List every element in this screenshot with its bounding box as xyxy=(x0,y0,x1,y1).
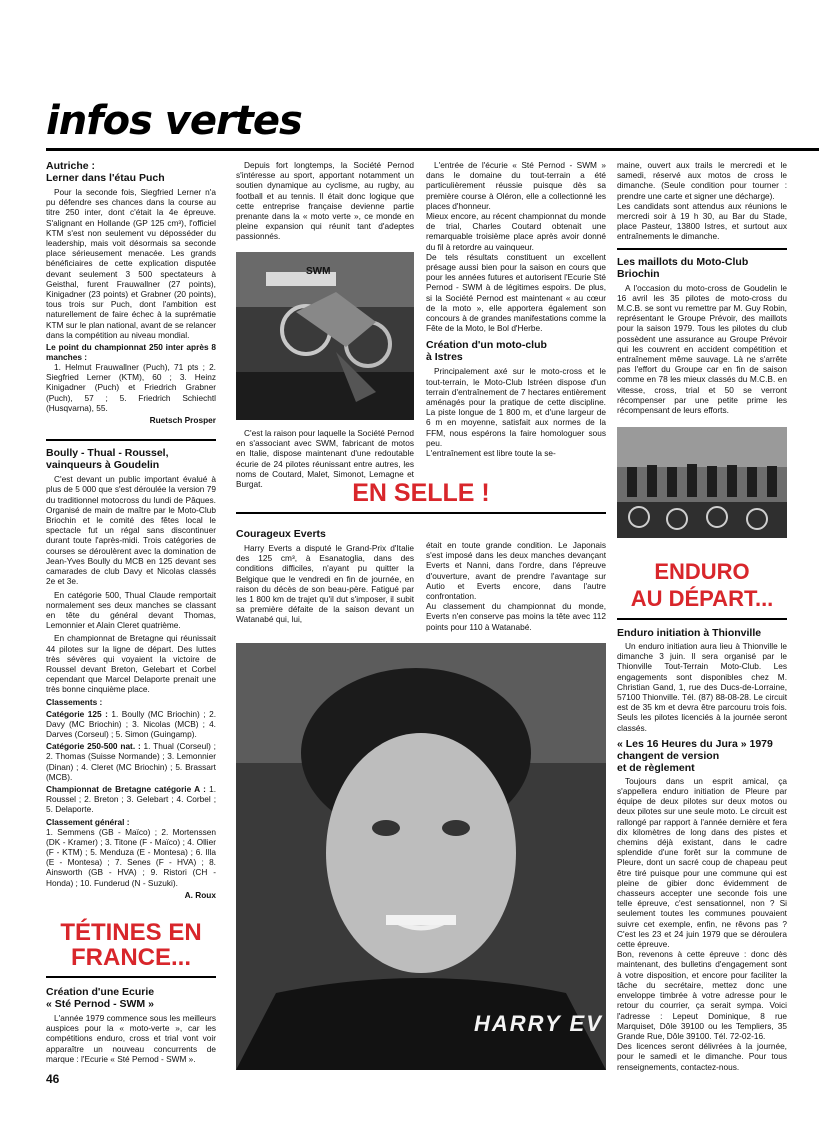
headline-istres: Création d'un moto-club à Istres xyxy=(426,339,547,364)
portrait-illustration xyxy=(236,643,606,1070)
body-ecurie: L'année 1979 commence sous les meilleurs auspices pour la « moto-verte », car les compétitions enduro, cross et trial vont voir apparaître un nouveau concurrents de marque : l'Ecurie « Sté Pernod - SWM ». xyxy=(46,1013,216,1064)
divider xyxy=(46,439,216,441)
header-rule xyxy=(46,148,819,151)
headline-thionville: Enduro initiation à Thionville xyxy=(617,627,762,639)
headline-ecurie: Création d'une Ecurie « Sté Pernod - SWM » xyxy=(46,986,155,1010)
body-goudelin-2: En catégorie 500, Thual Claude remportait normalement ses deux manches se classant en tête du général devant Thomas, Lemonnier et Alain Cleret quatrième. xyxy=(46,589,216,631)
body-maillots: A l'occasion du moto-cross de Goudelin le 16 avril les 35 pilotes de moto-cross du M.C.B. se sont vu remettre par M. Guy Robin, représentant le Groupe Prévoir, des maillots pour la saison 1979. Tous les pilotes du club possèdent une assurance au Groupe Prévoir qui les couvrent en accident compétition et entraînement même sauvage. Là ne s'arrête pas l'effort du Groupe car en fin de saison comme en 78 les mieux classés du M.C.B. en vitesse, cross, trial et 50 se verront récompenser par une petite prime les récompensant de leurs efforts. xyxy=(617,282,787,416)
column-2-top xyxy=(236,160,414,242)
results-bretagne: 1. Roussel ; 2. Breton ; 3. Gelebart ; 4. Corbel ; 5. Delaporte. xyxy=(46,783,216,815)
headline-maillots: Les maillots du Moto-Club Briochin xyxy=(617,255,749,280)
results-general: 1. Semmens (GB - Maïco) ; 2. Mortenssen (DK - Kramer) ; 3. Titone (F - Maïco) ; 4. Ollier (F - KTM) ; 5. Menduza (E - Montesa) ; 6. Illa (E - Montesa) ; 7. Senes (F - HVA) ; 8. Ainsworth (GB - HVA) ; 9. Ristori (CH - Honda) ; 10. Funderud (N - Suzuki). xyxy=(46,826,216,888)
divider xyxy=(236,512,606,514)
body-thionville: Un enduro initiation aura lieu à Thionville le dimanche 3 juin. Il sera organisé par le Thionville Tout-Terrain Moto-Club. Les engagements sont disponibles chez M. Christian Gand, 1, rue des Ducs-de-Lorraine, 57100 Thionville. Tél. (87) 88-08-28. Le circuit est de 35 km et devra être parcouru trois fois. Seuls les pilotes licenciés à la journée seront classés. xyxy=(617,641,787,733)
column-3 xyxy=(426,160,606,458)
subhead-point-championnat: Le point du championnat 250 inter après 8 manches : xyxy=(46,342,216,363)
photo-harry-everts xyxy=(236,643,606,1070)
label-bretagne: Championnat de Bretagne catégorie A : xyxy=(46,783,206,794)
jersey-lettering: HARRY EV xyxy=(474,1011,603,1036)
divider xyxy=(617,618,787,620)
body-everts-2: était en toute grande condition. Le Japonais s'est imposé dans les deux manches devançant Everts et Nanni, dans l'ordre, dans l'épreuve d'ouverture, avant de prendre l'avantage sur Autio et Everts encore, dans l'autre confrontation. Au classement du championnat du monde, Everts n'en conserve pas moins la tête avec 112 points pour 110 à Watanabé. xyxy=(426,540,606,632)
label-cat-250: Catégorie 250-500 nat. : xyxy=(46,741,141,752)
subhead-classements: Classements : xyxy=(46,696,103,707)
divider xyxy=(46,976,216,978)
byline-roux: A. Roux xyxy=(184,889,216,900)
photo-mcb-riders xyxy=(617,427,787,538)
column-1-bottom xyxy=(46,986,216,1064)
headline-everts: Courageux Everts xyxy=(236,528,326,540)
byline-ruetsch: Ruetsch Prosper xyxy=(149,415,216,426)
body-autriche: Pour la seconde fois, Siegfried Lerner n'a pu défendre ses chances dans la course au titre 250 inter, dont c'était la 4e épreuve. S'alignant en Hollande (GP 125 cm³), l'officiel KTM s'est non seulement vu déposséder du leadership, mais voit désormais sa seconde place sérieusement menacée. Les grands bénéficiaires de cette explication disputée devant seulement 3 500 spectateurs à Geisthal, furent Frauwallner (27 points), Kinigadner (23 points) et Grabner (20 points), tous trois sur Puch, dont l'ambition est naturellement de faire échec à la suprématie KTM sur le plan national, avant de se relancer dans la compétition au niveau mondial. xyxy=(46,187,216,340)
body-goudelin-1: C'est devant un public important évalué à plus de 5 000 que s'est déroulée la version 79 du traditionnel motocross du lundi de Pâques. Organisé de main de maître par le Moto-Club Briochin et le comité des fêtes local le spectacle fut un régal sans discontinuer durant toute l'après-midi. Trois catégories de courses se déroulèrent avec la domination de Jean-Yves Boully du MCB en 125 devant ses camarades de club Davy et Nicolas classés 2e et 3e. xyxy=(46,474,216,587)
body-ecurie-suite: L'entrée de l'écurie « Sté Pernod - SWM » dans le domaine du tout-terrain a été particulièrement réussie puisque dès sa première course à Oléron, elle a collectionné les places d'honneur. Mieux encore, au récent championnat du monde de trial, Charles Coutard obtenait une remarquable troisième place après avoir donné du fil à retordre au vainqueur. De tels résultats constituent un excellent présage aussi bien pour la saison en cours que pour les années futures et autorisent l'Ecurie Sté Pernod - SWM à de légitimes espoirs. De plus, si la Société Pernod est maintenant « au cœur de la moto », elle apportera également son concours à de grandes manifestations comme la Fête de la Moto, le Bol d'Herbe. xyxy=(426,160,606,334)
column-1 xyxy=(46,160,216,900)
body-jura: Toujours dans un esprit amical, ça s'appellera enduro initiation de Pleure par équipe de deux pilotes sur deux motos ou deux pilotes sur une seule moto. Le circuit est rallongé par rapport à l'année dernière et fera dix kilomètres de long dans des pistes et chemins déjà existant, dans le cadre splendide d'une forêt sur la commune de Pleure, dont un sacré coup de chapeau peut être tiré puisque pour une commune qui est pleine de gibier donc évidemment de chasseurs accepter une seconde fois une telle épreuve, c'est sensationnel, non ? Si seulement toutes les communes pouvaient suivre cet exemple, enfin, ne rêvons pas ? C'est les 23 et 24 juin 1979 que se déroulera cette épreuve. Bon, revenons à cette épreuve : donc dès maintenant, des bulletins d'engagement sont à votre disposition, et encore pour faciliter la tâche du secrétaire, mettez donc une enveloppe timbrée à votre adresse pour le retour du courrier, ça serait sympa. Voici l'adresse : Lepeut Dominique, 8 rue Marquiset, Dôle 39100 ou les Templiers, 35 Grande Rue, Dôle 39100. Tél. 72-02-16. Des licences seront délivrées à la journée, pour le samedi et le dimanche. Pour tous renseignements, contactez-nous. xyxy=(617,775,787,1072)
page-number: 46 xyxy=(46,1072,60,1086)
divider xyxy=(617,248,787,250)
body-istres-suite: maine, ouvert aux trails le mercredi et le samedi, réservé aux motos de cross le dimanche. (Seule condition pour tourner : prendre une carte et signer une décharge). Les candidats sont attendus aux réunions le mercredi soir à 19 h 30, au Bar du Stade, place Pasteur, 13800 Istres, et surtout aux entraînements le dimanche. xyxy=(617,160,787,242)
body-istres: Principalement axé sur le moto-cross et le tout-terrain, le Moto-Club Istréen dispose d'un terrain d'entraînement de 7 hectares entièrement aménagés pour la pratique de cette discipline. La piste longue de 1 800 m, et d'une largeur de 6 m en moyenne, satisfait aux normes de la FFM, nous espérons la faire homologuer sous peu. L'entraînement est libre toute la se- xyxy=(426,366,606,459)
riders-illustration xyxy=(617,427,787,538)
results-250-inter: 1. Helmut Frauwallner (Puch), 71 pts ; 2. Siegfried Lerner (KTM), 60 ; 3. Heinz Kinigadner (Puch) et Friedrich Grabner (Puch), 57 ; 5. Friedrich Schiechtl (Husqvarna), 55. xyxy=(46,362,216,413)
column-4-bottom xyxy=(617,627,787,1072)
body-goudelin-3: En championnat de Bretagne qui réunissait 44 pilotes sur la ligne de départ. Des luttes très sévères qui voyaient la victoire de Roussel devant Breton, Gelebart et Corbel cependant que Marcel Delaporte prenait une très bonne cinquième place. xyxy=(46,633,216,695)
body-everts-1: Harry Everts a disputé le Grand-Prix d'Italie des 125 cm³, à Esanatoglia, dans des conditions difficiles, n'ayant pu quitter la Belgique que le vendredi en fin de journée, en raison du décès de son beau-père. Fatigué par les 1 800 km de trajet qu'il dut s'imposer, il subit sa première défaite de la saison devant un Watanabé qui, lui, xyxy=(236,543,414,625)
subhead-classement-general: Classement général : xyxy=(46,816,130,827)
column-4-top xyxy=(617,160,787,415)
headline-enduro: ENDURO AU DÉPART... xyxy=(630,559,774,611)
everts-col-1 xyxy=(236,528,414,625)
photo-swm-bike xyxy=(236,252,414,420)
label-cat-125: Catégorie 125 : xyxy=(46,708,108,719)
headline-jura: « Les 16 Heures du Jura » 1979 changent de version et de règlement xyxy=(617,737,773,774)
everts-col-2 xyxy=(426,540,606,632)
section-title: infos vertes xyxy=(46,98,302,144)
headline-tetines: TÉTINES EN FRANCE... xyxy=(60,919,202,971)
results-cat-250: 1. Thual (Corseul) ; 2. Thomas (Suisse Normande) ; 3. Lemonnier (Dinan) ; 4. Cleret (MC Briochin) ; 5. Brassart (MCB). xyxy=(46,741,216,782)
body-swm: C'est la raison pour laquelle la Société Pernod en s'associant avec SWM, fabricant de motos en Italie, dispose maintenant d'une redoutable écurie de 24 pilotes réunissant entre autres, les noms de Coutard, Malet, Simonot, Lemagne et Burgat. xyxy=(236,428,414,490)
bike-label-swm: SWM xyxy=(306,266,331,277)
body-pernod: Depuis fort longtemps, la Société Pernod s'intéresse au sport, apportant notamment un soutien dynamique au cyclisme, au rugby, au football et au tennis. Il était donc logique que cette entreprise française devienne partie prenante dans la « moto verte », ce monde en pleine expansion qui réunit tant d'adeptes passionnés. xyxy=(236,160,414,242)
results-cat-125: 1. Boully (MC Briochin) ; 2. Davy (MC Briochin) ; 3. Nicolas (MCB) ; 4. Darves (Corseul) ; 5. Simon (Guingamp). xyxy=(46,708,217,739)
bike-photo-illustration xyxy=(236,252,414,420)
headline-autriche: Autriche : Lerner dans l'étau Puch xyxy=(46,160,165,184)
headline-en-selle: EN SELLE ! xyxy=(352,479,490,507)
headline-goudelin: Boully - Thual - Roussel, vainqueurs à Goudelin xyxy=(46,447,169,472)
